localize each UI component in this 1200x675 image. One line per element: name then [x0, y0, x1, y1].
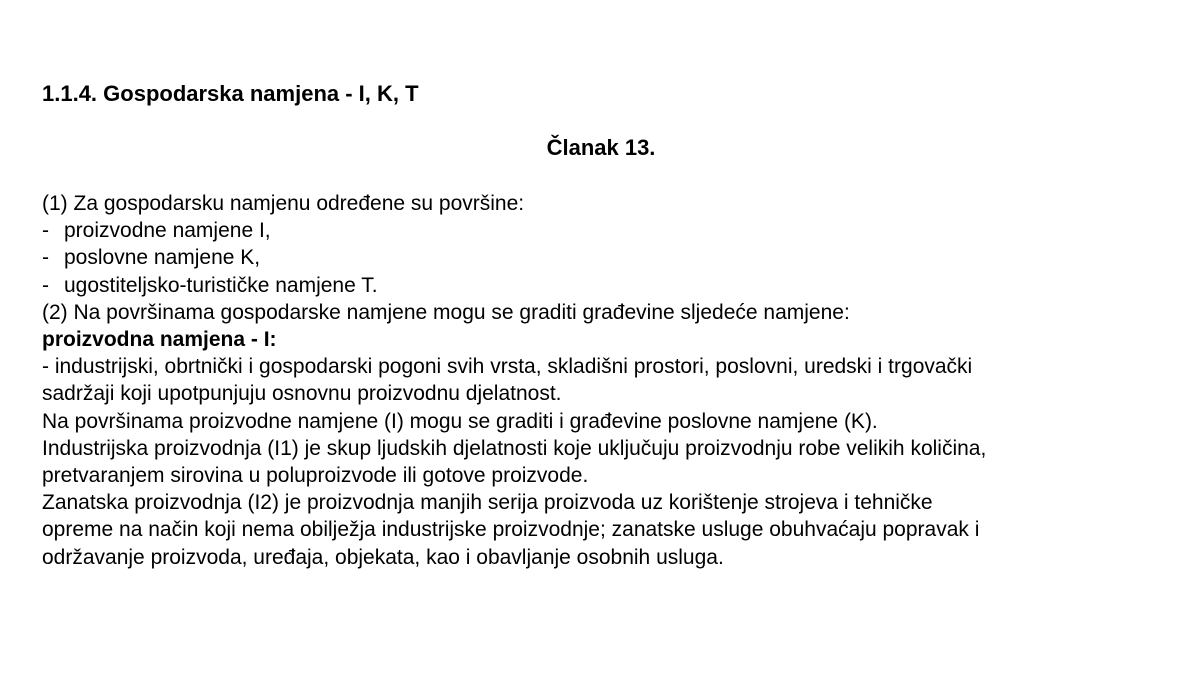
craft-definition-line: održavanje proizvoda, uređaja, objekata, kao i obavljanje osobnih usluga. [42, 545, 724, 569]
article-body [42, 190, 1142, 571]
bullet-dash: - [42, 273, 49, 297]
subheading-proizvodna: proizvodna namjena - I: [42, 328, 277, 352]
section-heading: 1.1.4. Gospodarska namjena - I, K, T [42, 81, 419, 106]
industrial-text-line: - industrijski, obrtnički i gospodarski pogoni svih vrsta, skladišni prostori, poslovni, uredski i trgovački [42, 355, 973, 379]
paragraph-2-intro: (2) Na površinama gospodarske namjene mogu se graditi građevine sljedeće namjene: [42, 300, 850, 324]
industrial-definition-line: Industrijska proizvodnja (I1) je skup ljudskih djelatnosti koje uključuju proizvodnju robe velikih količina, [42, 436, 987, 460]
bullet-dash: - [42, 246, 49, 270]
craft-definition-line: opreme na način koji nema obilježja industrijske proizvodnje; zanatske usluge obuhvaćaju popravak i [42, 518, 980, 542]
list-item [42, 272, 1142, 299]
industrial-text-line: sadržaji koji upotpunjuju osnovnu proizvodnu djelatnost. [42, 382, 562, 406]
list-item [42, 244, 1142, 271]
industrial-definition-line: pretvaranjem sirovina u poluproizvode ili gotove proizvode. [42, 464, 589, 488]
bullet-dash: - [42, 219, 49, 243]
business-allowed-text: Na površinama proizvodne namjene (I) mogu se graditi i građevine poslovne namjene (K). [42, 409, 878, 433]
paragraph-1-intro: (1) Za gospodarsku namjenu određene su površine: [42, 192, 525, 215]
article-title: Članak 13. [546, 135, 656, 160]
list-item-text: poslovne namjene K, [64, 246, 261, 270]
list-item-text: proizvodne namjene I, [64, 219, 271, 243]
list-item [42, 217, 1142, 244]
list-item-text: ugostiteljsko-turističke namjene T. [64, 273, 378, 297]
document-page [42, 80, 1142, 571]
craft-definition-line: Zanatska proizvodnja (I2) je proizvodnja manjih serija proizvoda uz korištenje strojeva i tehničke [42, 491, 933, 515]
